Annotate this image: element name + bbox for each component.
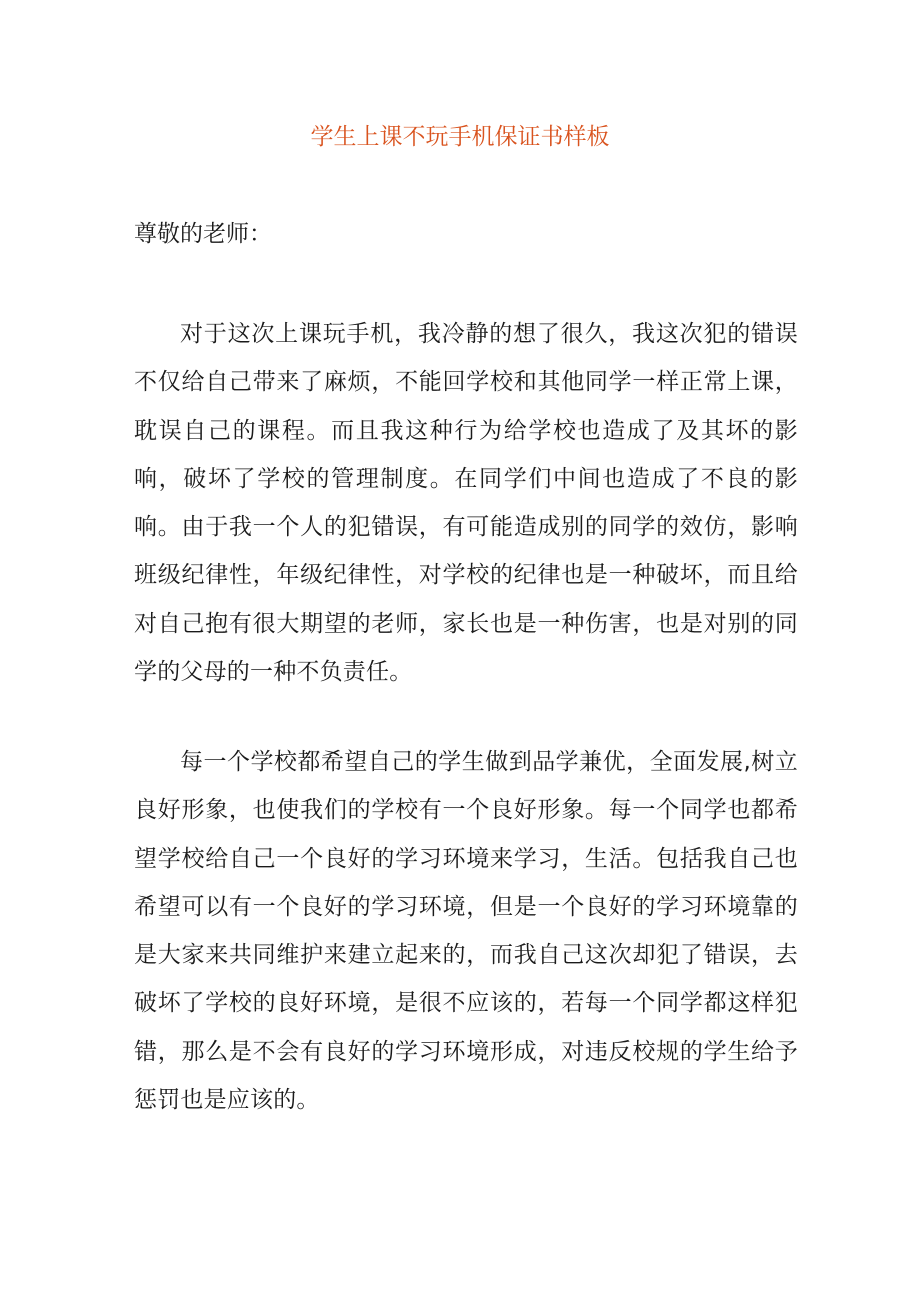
body-paragraph-2: 每一个学校都希望自己的学生做到品学兼优，全面发展,树立良好形象，也使我们的学校有一个良好形象。每一个同学也都希望学校给自己一个良好的学习环境来学习，生活。包括我自己也希望可以有一个良好的学习环境，但是一个良好的学习环境靠的是大家来共同维护来建立起来的，而我自己这次却犯了错误，去破坏了学校的良好环境，是很不应该的，若每一个同学都这样犯错，那么是不会有良好的学习环境形成，对违反校规的学生给予惩罚也是应该的。 — [134, 749, 798, 1114]
document-title: 学生上课不玩手机保证书样板 — [310, 124, 610, 150]
body-paragraph-1: 对于这次上课玩手机，我冷静的想了很久，我这次犯的错误不仅给自己带来了麻烦，不能回学校和其他同学一样正常上课，耽误自己的课程。而且我这种行为给学校也造成了及其坏的影响，破坏了学校的管理制度。在同学们中间也造成了不良的影响。由于我一个人的犯错误，有可能造成别的同学的效仿，影响班级纪律性，年级纪律性，对学校的纪律也是一种破坏，而且给对自己抱有很大期望的老师，家长也是一种伤害，也是对别的同学的父母的一种不负责任。 — [134, 321, 798, 686]
salutation: 尊敬的老师： — [134, 221, 272, 247]
